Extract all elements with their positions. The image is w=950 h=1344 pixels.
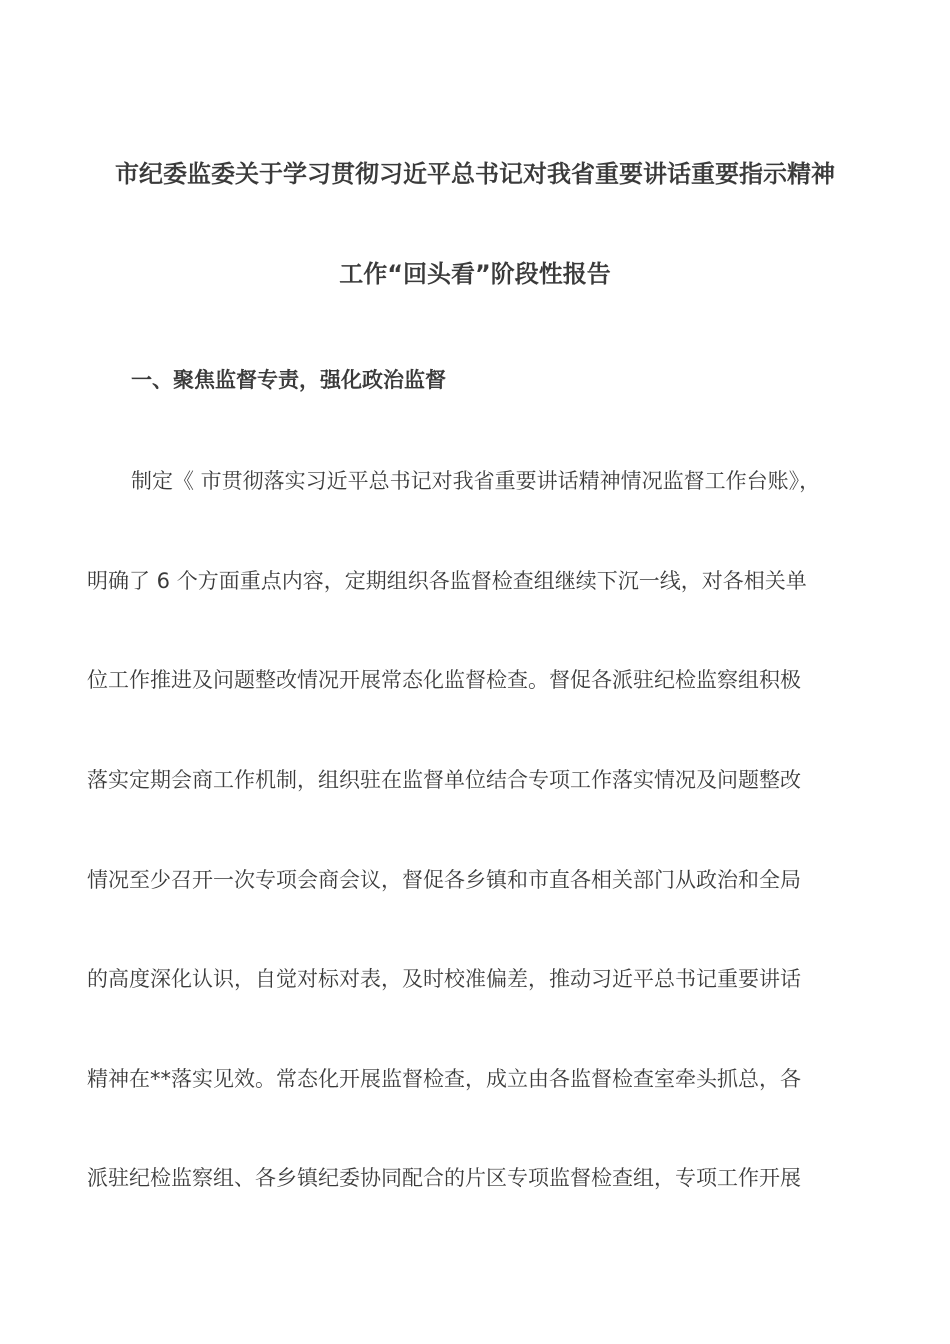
paragraph-line: 派驻纪检监察组、各乡镇纪委协同配合的片区专项监督检查组，专项工作开展 <box>87 1166 801 1190</box>
paragraph-line: 制定《 市贯彻落实习近平总书记对我省重要讲话精神情况监督工作台账》， <box>131 469 821 493</box>
paragraph-line: 明确了 6 个方面重点内容，定期组织各监督检查组继续下沉一线，对各相关单 <box>87 569 807 593</box>
paragraph-line: 的高度深化认识，自觉对标对表，及时校准偏差，推动习近平总书记重要讲话 <box>87 967 801 991</box>
paragraph-line: 位工作推进及问题整改情况开展常态化监督检查。督促各派驻纪检监察组积极 <box>87 668 801 692</box>
paragraph-line: 精神在**落实见效。常态化开展监督检查，成立由各监督检查室牵头抓总，各 <box>87 1067 801 1091</box>
document-title-line-2: 工作“回头看”阶段性报告 <box>339 260 611 288</box>
document-title-line-1: 市纪委监委关于学习贯彻习近平总书记对我省重要讲话重要指示精神 <box>115 160 835 188</box>
paragraph-line: 落实定期会商工作机制，组织驻在监督单位结合专项工作落实情况及问题整改 <box>87 768 801 792</box>
paragraph-line: 情况至少召开一次专项会商会议，督促各乡镇和市直各相关部门从政治和全局 <box>87 868 801 892</box>
section-heading: 一、聚焦监督专责，强化政治监督 <box>131 368 446 392</box>
